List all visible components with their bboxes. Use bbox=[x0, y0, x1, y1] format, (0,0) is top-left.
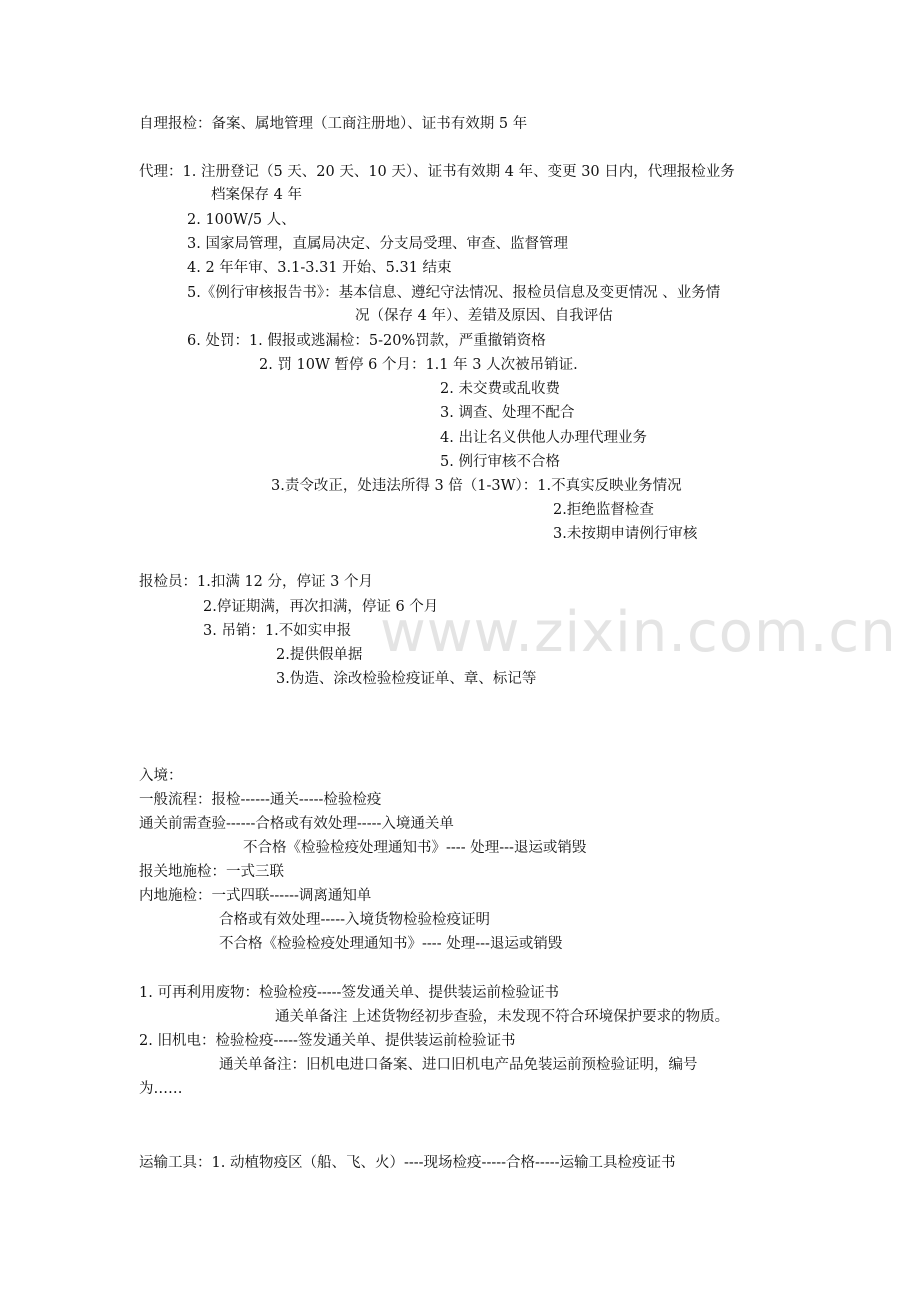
entry-port: 报关地施检：一式三联 bbox=[139, 864, 284, 880]
item-machinery-note: 通关单备注：旧机电进口备案、进口旧机电产品免装运前预检验证明，编号 bbox=[219, 1057, 698, 1073]
inspector-line-2: 2.停证期满，再次扣满，停证 6 个月 bbox=[203, 599, 439, 615]
agent-line-5b: 况（保存 4 年）、差错及原因、自我评估 bbox=[355, 308, 613, 324]
entry-pre-b: 不合格《检验检疫处理通知书》---- 处理---退运或销毁 bbox=[243, 840, 587, 856]
agent-line-3: 3. 国家局管理，直属局决定、分支局受理、审查、监督管理 bbox=[187, 236, 568, 252]
agent-line-1: 代理：1. 注册登记（5 天、20 天、10 天）、证书有效期 4 年、变更 30 日内，代理报检业务 bbox=[139, 164, 735, 180]
watermark: www.zixin.com.cn bbox=[380, 600, 897, 665]
penalty-3-3: 3.未按期申请例行审核 bbox=[553, 526, 698, 542]
item-machinery-note-cont: 为…… bbox=[139, 1081, 183, 1097]
inspector-line-3-3: 3.伪造、涂改检验检疫证单、章、标记等 bbox=[276, 671, 537, 687]
entry-title: 入境： bbox=[139, 768, 183, 784]
entry-inland: 内地施检：一式四联------调离通知单 bbox=[139, 888, 372, 904]
agent-line-1b: 档案保存 4 年 bbox=[211, 187, 302, 203]
transport-line: 运输工具：1. 动植物疫区（船、飞、火）----现场检疫-----合格-----运输工具检疫证书 bbox=[139, 1155, 676, 1171]
entry-inland-c: 不合格《检验检疫处理通知书》---- 处理---退运或销毁 bbox=[219, 936, 563, 952]
item-waste: 1. 可再利用废物：检验检疫-----签发通关单、提供装运前检验证书 bbox=[139, 985, 559, 1001]
penalty-2-4: 4. 出让名义供他人办理代理业务 bbox=[440, 430, 647, 446]
agent-line-6: 6. 处罚：1. 假报或逃漏检：5-20%罚款，严重撤销资格 bbox=[187, 333, 546, 349]
penalty-2-2: 2. 未交费或乱收费 bbox=[440, 381, 560, 397]
inspector-line-1: 报检员：1.扣满 12 分，停证 3 个月 bbox=[139, 574, 373, 590]
penalty-3: 3.责令改正，处违法所得 3 倍（1-3W）：1.不真实反映业务情况 bbox=[271, 478, 682, 494]
self-inspection-line: 自理报检：备案、属地管理（工商注册地）、证书有效期 5 年 bbox=[139, 116, 528, 132]
item-waste-note: 通关单备注 上述货物经初步查验，未发现不符合环境保护要求的物质。 bbox=[275, 1009, 730, 1025]
agent-line-2: 2. 100W/5 人、 bbox=[187, 212, 296, 228]
entry-flow: 一般流程：报检------通关-----检验检疫 bbox=[139, 792, 382, 808]
inspector-line-3: 3. 吊销：1.不如实申报 bbox=[203, 623, 352, 639]
entry-inland-b: 合格或有效处理-----入境货物检验检疫证明 bbox=[219, 912, 490, 928]
penalty-2: 2. 罚 10W 暂停 6 个月：1.1 年 3 人次被吊销证. bbox=[259, 357, 578, 373]
item-machinery: 2. 旧机电：检验检疫-----签发通关单、提供装运前检验证书 bbox=[139, 1033, 516, 1049]
agent-line-4: 4. 2 年年审、3.1-3.31 开始、5.31 结束 bbox=[187, 260, 452, 276]
penalty-2-3: 3. 调查、处理不配合 bbox=[440, 405, 575, 421]
penalty-3-2: 2.拒绝监督检查 bbox=[553, 502, 654, 518]
agent-line-5: 5.《例行审核报告书》：基本信息、遵纪守法情况、报检员信息及变更情况 、业务情 bbox=[187, 285, 721, 301]
penalty-2-5: 5. 例行审核不合格 bbox=[440, 454, 560, 470]
inspector-line-3-2: 2.提供假单据 bbox=[276, 647, 363, 663]
entry-pre: 通关前需查验------合格或有效处理-----入境通关单 bbox=[139, 816, 454, 832]
